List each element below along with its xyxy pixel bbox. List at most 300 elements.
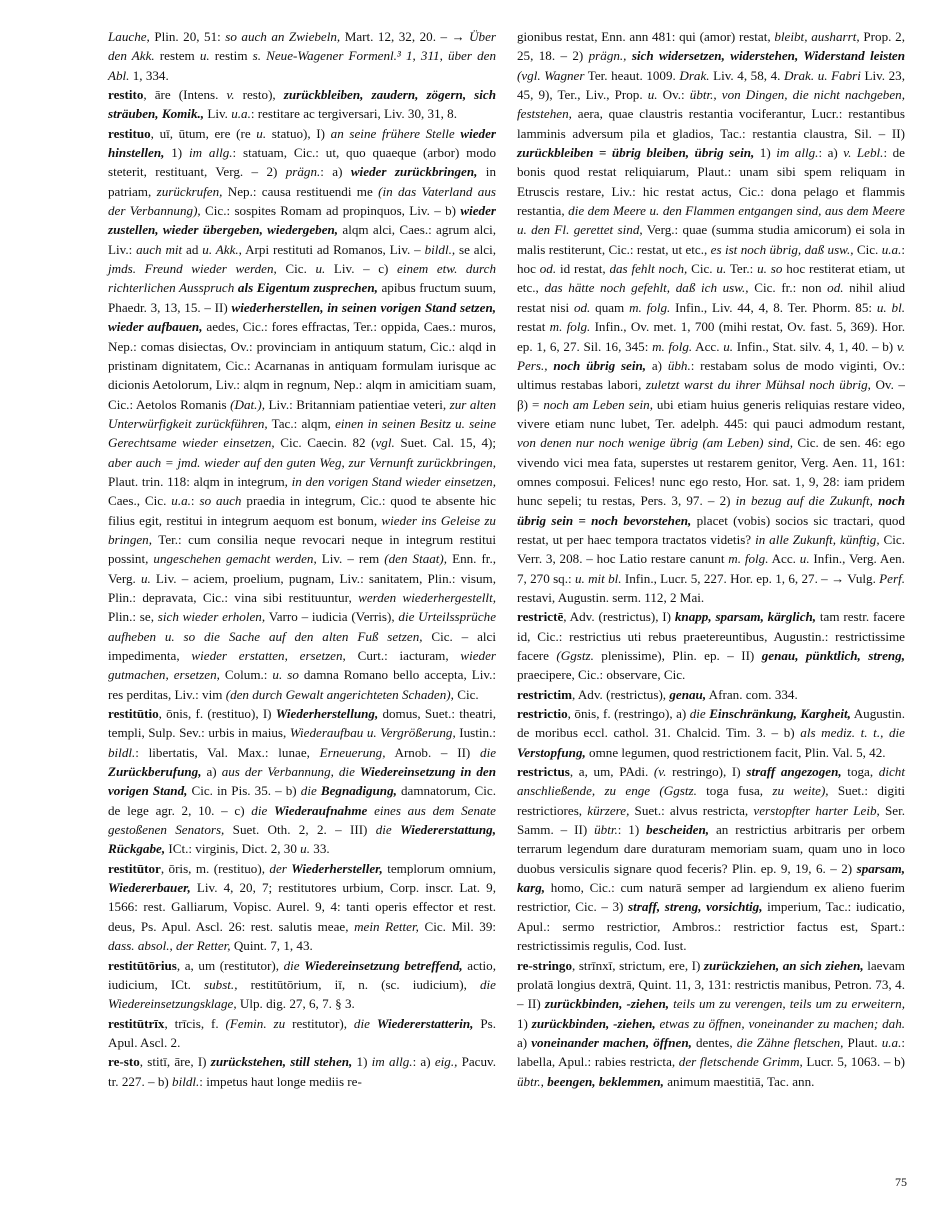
- dictionary-entry: [108, 1014, 496, 1053]
- entry-text: Wiedererbauer,: [108, 880, 191, 896]
- entry-headword: restrictim: [517, 686, 573, 702]
- entry-text: Pacuv. tr. 227. – b): [108, 1054, 497, 1089]
- entry-text: bleibt, ausharrt,: [774, 29, 860, 44]
- entry-text: (Femin. zu: [225, 1015, 286, 1031]
- entry-text: Infin., Liv. 44, 4, 8. Ter. Phorm. 85:: [670, 299, 877, 315]
- entry-text: an seine frühere Stelle: [330, 125, 461, 141]
- entry-text: dass. absol., der Retter,: [108, 938, 231, 954]
- entry-text: ad: [182, 241, 203, 257]
- entry-text: Enn. fr., Verg.: [108, 551, 496, 586]
- entry-text: Ps. Apul. Ascl. 2.: [108, 1015, 496, 1050]
- entry-text: Cic.: [453, 686, 479, 702]
- entry-text: übtr.: [594, 822, 618, 838]
- entry-text: u. so: [272, 667, 299, 683]
- entry-text: placet (vobis) socios sic tractari, quod restat, ut per haec tempora tractatos videtis?: [517, 512, 905, 547]
- entry-text: u.a.: [881, 241, 902, 257]
- entry-text: laevam prolatā longius dextrā, Quint. 11, 3, 131: restrictis manibus, Petron. 73, 4. – II): [517, 957, 905, 1012]
- entry-text: Suet.: alvus restricta,: [629, 802, 754, 818]
- entry-text: die dem Meere u. den Flammen entgangen sind, aus dem Meere u. den Fl. gerettet sind,: [517, 203, 905, 238]
- entry-text: an restrictius arbitraris per orbem terrarum legendum dare duraturam memoriam suam, quam uno in loco duobus versiculis signare quod feceris? Plin. ep. 9, 19, 6. – 2): [517, 822, 906, 876]
- entry-text: übtr.,: [517, 1073, 544, 1089]
- entry-text: wieder gutmachen, ersetzen,: [108, 648, 497, 683]
- entry-text: Liv. 4, 20, 7; restitutores urbium, Corp. inscr. Lat. 9, 1566: rest. Galliarum, Vopisc. Aurel. 9, 4: tanti operis effector et rest. deus, Ps. Apul. Ascl. 26: rest. salutis meae,: [108, 880, 496, 934]
- entry-text: aera, quae claustris restantia vociferantur, Lucr.: restantibus lamminis adversum pila et gladios, Tac.: restantia claustra, Sil. – II): [517, 106, 905, 141]
- dictionary-entry: [108, 1052, 496, 1091]
- entry-text: , strīnxī, strictum, ere, I): [572, 957, 704, 973]
- entry-text: Verg.: quae (summa studia amicorum) ei sola in malis restiterunt, Cic.: restat, ut etc.,: [517, 222, 905, 257]
- entry-text: wieder ins Geleise zu bringen,: [108, 512, 496, 547]
- entry-text: Liv.: Britanniam patientiae veteri,: [265, 396, 450, 412]
- entry-text: u.a.: [881, 1034, 902, 1050]
- entry-text: m. folg.: [629, 299, 671, 315]
- entry-text: Cic. – alci impedimenta,: [108, 628, 496, 663]
- entry-text: omne legumen, quod restrictionem facit, Plin. Val. 5, 42.: [585, 744, 886, 760]
- entry-text: Begnadigung,: [320, 783, 397, 799]
- entry-text: Suet. Cal. 15, 4);: [394, 435, 496, 451]
- entry-text: Cic. Mil. 39:: [418, 918, 497, 934]
- entry-headword: restrictus: [517, 764, 570, 780]
- entry-text: Infin., Ov. met. 1, 700 (mihi restat, Ov. fast. 5, 369). Hor. ep. 1, 6, 27. Sil. 16, 345:: [517, 319, 905, 354]
- entry-text: Colum.:: [219, 667, 273, 683]
- entry-text: ICt.: virginis, Dict. 2, 30: [165, 841, 301, 857]
- entry-text: Ulp. dig. 27, 6, 7. § 3.: [236, 996, 355, 1012]
- entry-text: verstopfter harter Leib,: [753, 802, 880, 818]
- dictionary-entry: [517, 956, 905, 1091]
- entry-text: zurückrufen,: [156, 183, 223, 199]
- entry-text: Liv. – c): [325, 261, 397, 277]
- entry-text: plenissime), Plin. ep. – II): [593, 648, 762, 663]
- entry-text: Liv. 4, 58, 4.: [709, 67, 784, 83]
- entry-text: eines aus dem Senate gestoßenen Senators,: [108, 802, 496, 838]
- entry-text: v. Pers.,: [517, 338, 905, 373]
- entry-text: , Adv. (restrictus),: [572, 686, 670, 702]
- entry-text: u.: [300, 841, 310, 857]
- entry-text: statuo), I): [266, 125, 331, 141]
- entry-text: se alci,: [455, 241, 496, 257]
- entry-text: : 1): [617, 822, 647, 838]
- entry-text: voneinander machen, öffnen,: [531, 1034, 692, 1050]
- dictionary-entry: [517, 685, 905, 704]
- entry-text: bildl.: [172, 1073, 200, 1089]
- entry-text: Cic. fr.: non: [748, 280, 828, 296]
- entry-text: Prop. 2, 25, 18. – 2): [517, 29, 905, 64]
- entry-text: zurückstehen, still stehen,: [210, 1054, 353, 1070]
- entry-text: zurückbleiben, zaudern, zögern, sich sträuben, Komik.,: [108, 87, 496, 122]
- entry-text: der fletschende Grimm,: [678, 1054, 803, 1070]
- left-column: [108, 27, 496, 1091]
- entry-text: domus, Suet.: theatri, templi, Sulp. Sev.: urbis in maius,: [108, 706, 496, 741]
- entry-text: (vgl. Wagner: [517, 67, 585, 83]
- entry-text: Cic.: [853, 241, 882, 257]
- entry-text: tam restr. facere id, Cic.: restrictius uti rebus praetereuntibus, Augustin.: restrictissime facere: [517, 609, 905, 663]
- entry-text: Plaut.: [843, 1034, 882, 1050]
- entry-text: (den Staat),: [384, 551, 448, 567]
- entry-text: Ter.:: [726, 261, 758, 277]
- entry-text: straff angezogen,: [746, 764, 842, 780]
- entry-text: Wiedererstattung, Rückgabe,: [108, 822, 496, 857]
- dictionary-entry: [108, 859, 496, 956]
- entry-text: a): [201, 764, 222, 780]
- entry-text: hoc restiterat etiam, ut etc.,: [517, 261, 905, 296]
- entry-text: , āre (Intens.: [143, 87, 227, 103]
- entry-text: v.: [226, 87, 235, 103]
- entry-text: praecipere, Cic.: observare, Cic.: [517, 667, 686, 683]
- entry-text: praedia in integrum, Cic.: quod te absente hic filius egit, restitui in integrum aequom est bonum,: [108, 493, 496, 528]
- dictionary-entry: [517, 762, 905, 955]
- entry-text: 1): [164, 145, 189, 161]
- entry-text: aus der Verbannung, die: [221, 764, 360, 780]
- entry-text: alqm alci, Caes.: agrum alci, Liv.:: [108, 222, 496, 257]
- entry-text: Plaut. trin. 118: alqm in integrum,: [108, 473, 292, 489]
- entry-text: Infin., Verg. Aen. 7, 270 sq.:: [517, 551, 905, 586]
- entry-headword: restito: [108, 87, 144, 103]
- entry-text: , ōnis, f. (restituo), I): [158, 706, 276, 722]
- entry-text: Wiederhersteller,: [291, 860, 383, 876]
- entry-text: Mart. 12, 32, 20. – →: [340, 29, 470, 44]
- entry-text: zurückbinden, -ziehen,: [531, 1015, 656, 1031]
- entry-text: toga fusa,: [696, 783, 773, 799]
- entry-text: Liv. – aciem, proelium, pugnam, Liv.: sanitatem, Plin.: visum, Plin.: depravata, Cic.: vina sibi restituuntur,: [108, 570, 496, 605]
- entry-text: genau, pünktlich, streng,: [761, 648, 905, 663]
- entry-text: teils um zu verengen, teils um zu erweitern,: [673, 996, 905, 1012]
- entry-headword: restitūtio: [108, 706, 159, 722]
- entry-text: es ist noch übrig, daß usw.,: [710, 241, 854, 257]
- entry-text: ungeschehen gemacht werden,: [153, 551, 317, 567]
- entry-text: die: [353, 1015, 377, 1031]
- entry-text: , a, um, PAdi.: [569, 764, 654, 780]
- entry-text: dicht anschließende, zu enge (Ggstz.: [517, 764, 905, 799]
- entry-text: , trīcis, f.: [164, 1015, 226, 1031]
- entry-text: Cic.: sospites Romam ad propinquos, Liv. – b): [200, 203, 461, 219]
- entry-text: : impetus haut longe mediis re-: [199, 1073, 362, 1089]
- entry-text: Arpi restituti ad Romanos, Liv. –: [241, 241, 425, 257]
- entry-text: restat: [517, 319, 550, 335]
- entry-text: prägn.: [285, 164, 321, 180]
- entry-text: als mediz. t. t., die: [800, 725, 905, 741]
- entry-text: imperium, Tac.: iudicatio, Apul.: sermo restrictior, Ambros.: restrictior factus est, Spart.: restrictissimis regulis, Cod. Iust.: [517, 899, 905, 954]
- entry-text: Suet. Oth. 2, 2. – III): [224, 822, 376, 838]
- entry-text: , stitī, āre, I): [139, 1054, 211, 1070]
- entry-text: , ōris, m. (restituo),: [160, 860, 270, 876]
- dictionary-entry: [108, 85, 496, 124]
- right-column: [517, 27, 905, 1091]
- entry-text: bildl.,: [424, 241, 456, 257]
- entry-text: die Wiedereinsetzungsklage,: [108, 976, 496, 1012]
- entry-text: eig.,: [434, 1054, 458, 1070]
- entry-text: Liv. 23, 45, 9), Ter., Liv., Prop.: [517, 67, 905, 103]
- entry-text: straff, streng, vorsichtig,: [628, 899, 763, 915]
- entry-headword: restitūtor: [108, 860, 161, 876]
- entry-text: restem: [154, 48, 200, 64]
- entry-text: Cic. Caecin. 82 (: [274, 435, 376, 451]
- entry-text: Cic. de sen. 46: ego vivendo vici mea fata, superstes ut restarem genitor, Verg. Aen. 11, 161: omnes composui. Felices! nunc ego resto, Hor. sat. 1, 9, 28: iam pridem hunc sepeli; tu restas, Pers. 3, 97. – 2): [517, 435, 905, 509]
- entry-text: u. Akk.,: [202, 241, 242, 257]
- entry-text: u. so: [757, 261, 783, 277]
- entry-text: homo, Cic.: cum naturā semper ad largiendum ex alieno fuerim restrictior, Cic. – 3): [517, 880, 905, 915]
- entry-text: subst.,: [204, 976, 238, 992]
- entry-text: Augustin. de moribus eccl. cathol. 31. Chalcid. Tim. 3. – b): [517, 706, 905, 741]
- entry-text: der: [269, 860, 292, 876]
- entry-text: Einschränkung, Kargheit,: [709, 706, 851, 722]
- entry-text: das hätte noch gefehlt, daß ich usw.,: [544, 280, 749, 296]
- entry-text: so auch: [199, 493, 242, 509]
- entry-text: die Zähne fletschen,: [736, 1034, 844, 1050]
- entry-text: Zurückberufung,: [108, 764, 202, 780]
- entry-text: Plin.: se,: [108, 609, 158, 625]
- entry-text: die: [480, 744, 497, 760]
- entry-text: wieder erstatten, ersetzen,: [191, 648, 346, 663]
- dictionary-entry: [517, 704, 905, 762]
- entry-text: Suet.: digiti restrictiores,: [517, 783, 905, 818]
- entry-text: Plin. 20, 51:: [149, 29, 226, 44]
- entry-text: Über den Akk.: [108, 29, 496, 64]
- entry-text: im allg.: [371, 1054, 413, 1070]
- entry-text: Drak.: [679, 67, 710, 83]
- entry-text: resto),: [234, 87, 284, 103]
- entry-headword: restitūtrīx: [108, 1015, 165, 1031]
- entry-text: Caes., Cic.: [108, 493, 172, 509]
- entry-text: u.: [647, 87, 658, 103]
- entry-text: :: [190, 493, 200, 509]
- entry-text: Varro – iudicia (Verris),: [265, 609, 399, 625]
- entry-text: vgl.: [375, 435, 395, 451]
- entry-text: in bezug auf die Zukunft,: [735, 493, 879, 509]
- entry-text: wieder zustellen, wieder übergeben, wiedergeben,: [108, 203, 496, 238]
- entry-text: (den durch Gewalt angerichteten Schaden),: [225, 686, 454, 702]
- entry-text: m. folg.: [652, 338, 693, 354]
- entry-text: u.: [256, 125, 267, 141]
- entry-headword: re-sto: [108, 1054, 140, 1070]
- entry-text: m. folg.: [728, 551, 769, 567]
- entry-text: Cic.: [276, 261, 316, 277]
- entry-text: Ov.:: [657, 87, 690, 103]
- entry-text: Cic.: [687, 261, 717, 277]
- entry-text: u.: [199, 48, 210, 64]
- entry-text: (Ggstz.: [556, 648, 594, 663]
- entry-text: 1, 334.: [129, 67, 169, 83]
- entry-text: : hoc: [517, 241, 905, 277]
- entry-text: : a): [412, 1054, 435, 1070]
- entry-text: 1): [754, 145, 777, 161]
- entry-text: : a): [818, 145, 844, 161]
- entry-text: u.: [799, 551, 810, 567]
- entry-text: Erneuerung,: [319, 744, 386, 760]
- entry-text: die Urteilssprüche aufheben u. so die Sache auf den alten Fuß setzen,: [108, 609, 497, 644]
- entry-text: , Adv. (restrictus), I): [563, 609, 675, 625]
- entry-text: im allg.: [188, 145, 233, 161]
- entry-text: Ser. Samm. – II): [517, 802, 905, 838]
- entry-text: : restabam solus de modo viginti, Ov.: ultimus restabas labori,: [517, 357, 905, 393]
- entry-text: a): [646, 357, 668, 373]
- entry-text: als Eigentum zusprechen,: [237, 280, 378, 296]
- entry-headword: re-stringo: [517, 957, 573, 973]
- entry-text: : labella, Apul.: rabies restricta,: [517, 1034, 905, 1070]
- entry-text: u.a.: [171, 493, 191, 509]
- entry-text: animum maestitiā, Tac. ann.: [663, 1073, 815, 1089]
- entry-text: zur alten Unterwürfigkeit zurückführen,: [108, 396, 496, 431]
- entry-text: damna Romano bello accepta, Liv.: res perditas, Liv.: vim: [108, 667, 496, 702]
- entry-headword: restituo: [108, 125, 151, 141]
- entry-text: Perf.: [879, 570, 905, 586]
- dictionary-entry: [108, 124, 496, 704]
- entry-text: sich widersetzen, widerstehen, Widerstand leisten: [631, 48, 905, 64]
- entry-text: Quint. 7, 1, 43.: [230, 938, 313, 954]
- entry-text: Cic. in Pis. 35. – b): [187, 783, 301, 799]
- entry-text: jmds. Freund wieder werden,: [108, 261, 277, 277]
- entry-text: einem etw. durch richterlichen Ausspruch: [108, 261, 496, 296]
- entry-text: Ov. – β) =: [517, 377, 905, 412]
- entry-text: restim: [209, 48, 253, 64]
- entry-text: zuletzt warst du ihrer Mühsal noch übrig,: [645, 377, 871, 393]
- entry-text: aedes, Cic.: fores effractas, Ter.: oppida, Caes.: muros, Nep.: comas disiectas, Ov.: provinciam in antiquum statum, Cic.: alqd in pristinam dignitatem, Cic.: Acarnanas in antiquam formulam iurisque ac dicionis Aetolorum, Liv.: alqm in regnum, Nep.: alqm in amicitiam suam, Cic.: Aetolos Romanis: [108, 319, 496, 412]
- entry-text: Acc.: [692, 338, 724, 354]
- entry-text: prägn.,: [588, 48, 627, 64]
- entry-text: damnatorum, Cic. de lege agr. 2, 10. – c): [108, 783, 496, 818]
- entry-text: od.: [827, 280, 844, 296]
- entry-text: aber auch = jmd. wieder auf den guten Weg, zur Vernunft zurückbringen,: [108, 454, 496, 470]
- entry-text: zurückziehen, an sich ziehen,: [703, 957, 864, 973]
- dictionary-entry: [108, 956, 496, 1014]
- entry-text: u.: [723, 338, 734, 354]
- entry-text: : statuam, Cic.: ut, quo quaeque (arbor) modo steterit, restituant, Verg. – 2): [108, 145, 496, 180]
- dictionary-entry: [108, 704, 496, 859]
- entry-text: werden wiederhergestellt,: [358, 589, 496, 605]
- entry-text: (Dat.),: [230, 396, 266, 412]
- entry-text: genau,: [669, 686, 707, 702]
- entry-text: 33.: [310, 841, 330, 857]
- entry-text: u.: [315, 261, 326, 277]
- entry-text: Wiedereinsetzung betreffend,: [304, 957, 463, 973]
- entry-text: im allg.: [776, 145, 819, 161]
- entry-text: zurückbleiben = übrig bleiben, übrig sein,: [517, 145, 755, 161]
- entry-text: Wiederaufnahme: [274, 802, 368, 818]
- entry-text: : restitare ac tergiversari, Liv. 30, 31, 8.: [250, 106, 457, 122]
- entry-text: Liv.: [204, 106, 232, 122]
- entry-text: Cic. Verr. 3, 208. – hoc Latio restare canunt: [517, 531, 906, 567]
- entry-text: bildl.: [108, 744, 136, 760]
- entry-text: die: [689, 706, 710, 722]
- entry-text: kürzere,: [587, 802, 630, 818]
- entry-text: Ter. heaut. 1009.: [584, 67, 680, 83]
- entry-text: in den vorigen Stand wieder einsetzen,: [291, 473, 496, 489]
- entry-text: bescheiden,: [646, 822, 710, 838]
- entry-text: (v.: [653, 764, 667, 780]
- entry-text: restavi, Augustin. serm. 112, 2 Mai.: [517, 589, 705, 605]
- entry-text: , a, um (restitutor),: [176, 957, 284, 973]
- entry-text: , uī, ūtum, ere (re: [150, 125, 257, 141]
- entry-text: übh.: [667, 357, 691, 373]
- entry-text: auch mit: [136, 241, 183, 257]
- entry-text: : a): [320, 164, 351, 180]
- entry-text: u.a.: [231, 106, 251, 122]
- entry-text: Infin., Lucr. 5, 227. Hor. ep. 1, 6, 27. – → Vulg.: [621, 570, 880, 586]
- entry-text: Lauche,: [108, 29, 150, 44]
- entry-text: restitutor),: [285, 1015, 354, 1031]
- entry-text: wieder hinstellen,: [108, 125, 496, 161]
- entry-text: v. Lebl.: [843, 145, 884, 161]
- entry-text: , ōnis, f. (restringo), a): [567, 706, 690, 722]
- entry-text: Wiedereinsetzung in den vorigen Stand,: [108, 764, 496, 799]
- entry-text: 1): [352, 1054, 372, 1070]
- entry-text: die: [300, 783, 321, 799]
- entry-text: Arnob. – II): [385, 744, 481, 760]
- entry-text: dentes,: [691, 1034, 737, 1050]
- entry-text: so auch an Zwiebeln,: [225, 29, 341, 44]
- entry-text: restringo), I): [666, 764, 747, 780]
- entry-text: gionibus restat, Enn. ann 481: qui (amor) restat,: [517, 29, 775, 44]
- entry-text: etwas zu öffnen, voneinander zu machen; dah.: [659, 1015, 906, 1031]
- entry-text: noch übrig sein = noch bevorstehen,: [517, 493, 905, 528]
- entry-headword: restrictē: [517, 609, 564, 625]
- entry-text: von denen nur noch wenige übrig (am Leben) sind,: [517, 435, 793, 451]
- entry-text: wieder zurückbringen,: [350, 164, 478, 180]
- entry-text: einen in seinen Besitz u. seine Gerechtsame wieder einsetzen,: [108, 415, 497, 451]
- entry-text: u. mit bl.: [574, 570, 622, 586]
- entry-text: Wiederherstellung,: [275, 706, 379, 722]
- entry-text: (in das Vaterland aus der Verbannung),: [108, 183, 496, 219]
- entry-text: restitūtōrium, iī, n. (sc. iudicium),: [237, 976, 480, 992]
- entry-text: die: [375, 822, 401, 838]
- entry-headword: restitūtōrius: [108, 957, 177, 973]
- entry-text: Acc.: [768, 551, 800, 567]
- entry-text: Tac.: alqm,: [267, 415, 336, 431]
- entry-text: wiederherstellen, in seinen vorigen Stand setzen, wieder aufbauen,: [108, 299, 497, 335]
- entry-text: u.: [140, 570, 151, 586]
- page-number: 75: [895, 1175, 907, 1189]
- entry-text: das fehlt noch,: [609, 261, 688, 277]
- entry-text: od.: [539, 261, 557, 277]
- entry-text: Verstopfung,: [517, 744, 586, 760]
- entry-text: Curt.: iacturam,: [345, 648, 461, 663]
- entry-text: templorum omnium,: [382, 860, 496, 876]
- dictionary-entry: [517, 607, 905, 684]
- entry-text: nihil aliud restat nisi: [517, 280, 905, 315]
- entry-text: knapp, sparsam, kärglich,: [674, 609, 817, 625]
- entry-text: : libertatis, Val. Max.: lunae,: [135, 744, 320, 760]
- entry-text: Wiederaufbau u. Vergrößerung,: [289, 725, 456, 741]
- entry-text: beengen, beklemmen,: [547, 1073, 664, 1089]
- entry-text: in patriam,: [108, 164, 496, 199]
- entry-text: mein Retter,: [354, 918, 419, 934]
- entry-text: 1): [517, 1015, 532, 1031]
- entry-text: s. Neue-Wagener Formenl.³ 1, 311, über den Abl.: [108, 48, 496, 83]
- entry-text: quam: [590, 299, 630, 315]
- entry-text: Drak. u. Fabri: [783, 67, 861, 83]
- entry-text: Afran. com. 334.: [706, 686, 798, 702]
- entry-text: : de bonis quod restat reliquiarum, Plaut.: unam sibi spem reliquam in Etruscis restare, Liv.: hic restat actus, Cic.: dona pelago et flammis restantia,: [517, 145, 905, 219]
- entry-text: apibus fructum suum, Phaedr. 3, 13, 15. – II): [108, 280, 496, 315]
- entry-text: actio, iudicium, ICt.: [108, 957, 497, 992]
- entry-text: Wiedererstatterin,: [376, 1015, 474, 1031]
- entry-text: übtr., von Dingen, die nicht nachgeben, feststehen,: [517, 87, 905, 122]
- entry-text: Infin., Stat. silv. 4, 1, 40. – b): [733, 338, 897, 354]
- entry-text: die: [283, 957, 305, 973]
- entry-text: zurückbinden, -ziehen,: [544, 996, 669, 1012]
- entry-text: Iustin.:: [455, 725, 496, 741]
- entry-text: od.: [573, 299, 591, 315]
- entry-headword: restrictio: [517, 706, 568, 722]
- entry-text: sich wieder erholen,: [157, 609, 266, 625]
- entry-text: noch übrig sein,: [553, 357, 647, 373]
- entry-text: zu weite),: [772, 783, 829, 799]
- entry-text: Lucr. 5, 1063. – b): [802, 1054, 905, 1070]
- entry-text: m. folg.: [549, 319, 591, 335]
- entry-text: u.: [716, 261, 727, 277]
- entry-text: noch am Leben sein,: [543, 396, 653, 412]
- entry-text: in alle Zukunft, künftig,: [755, 531, 880, 547]
- entry-text: Ter.: cum consilia neque revocari neque in integrum restitui possint,: [108, 531, 496, 567]
- dictionary-entry: [108, 27, 496, 85]
